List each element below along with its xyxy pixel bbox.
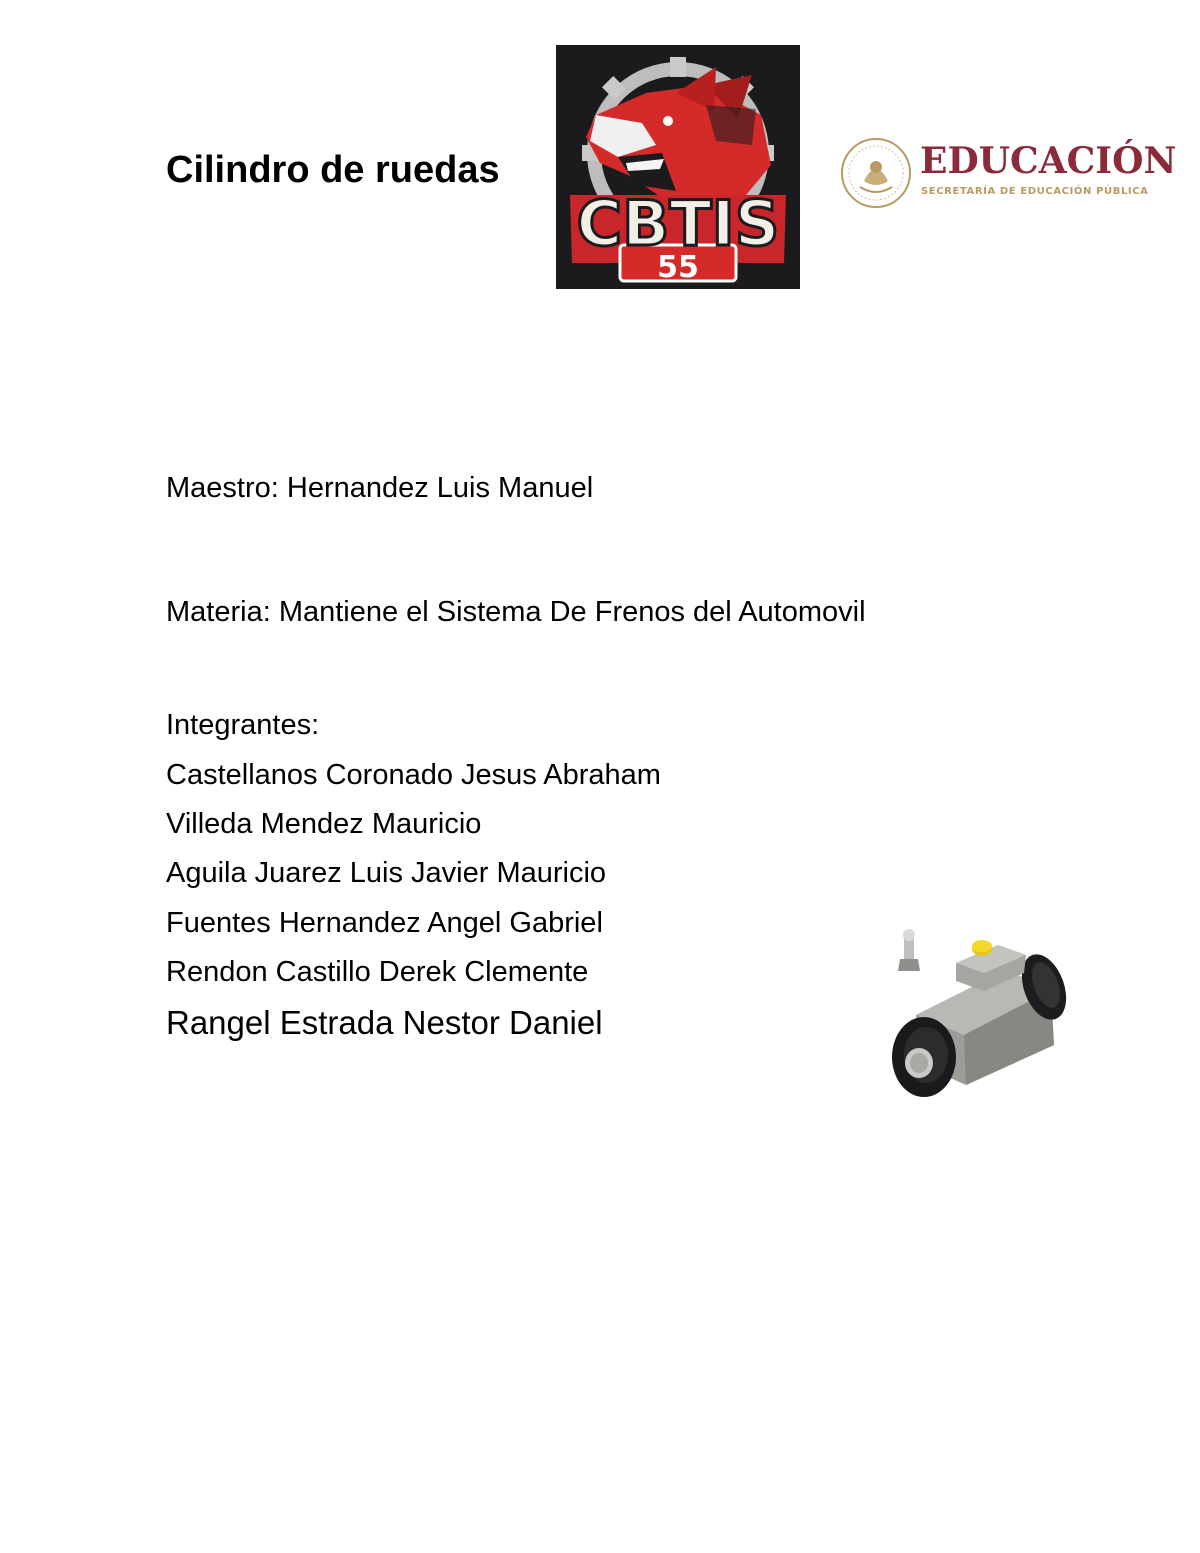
teacher-line: Maestro: Hernandez Luis Manuel (166, 472, 594, 504)
sep-logo (840, 135, 1180, 215)
cbtis-logo-text: CBTIS (576, 187, 780, 260)
subject-line: Materia: Mantiene el Sistema De Frenos del Automovil (166, 596, 866, 628)
member-name: Aguila Juarez Luis Javier Mauricio (166, 857, 607, 889)
cbtis-logo-number: 55 (657, 250, 699, 285)
cbtis-logo (556, 45, 800, 289)
document-title: Cilindro de ruedas (166, 149, 500, 191)
wheel-cylinder-image (886, 925, 1071, 1105)
sep-logo-name: EDUCACIÓN (920, 140, 1177, 182)
member-name: Villeda Mendez Mauricio (166, 808, 482, 840)
sep-logo-subtitle: SECRETARÍA DE EDUCACIÓN PÚBLICA (921, 186, 1149, 197)
member-name: Fuentes Hernandez Angel Gabriel (166, 907, 603, 939)
member-name: Rendon Castillo Derek Clemente (166, 956, 589, 988)
member-name: Castellanos Coronado Jesus Abraham (166, 759, 661, 791)
members-heading: Integrantes: (166, 709, 320, 741)
national-seal-icon (840, 137, 912, 209)
wolf-mascot-icon (556, 45, 800, 289)
member-name: Rangel Estrada Nestor Daniel (166, 1004, 603, 1041)
